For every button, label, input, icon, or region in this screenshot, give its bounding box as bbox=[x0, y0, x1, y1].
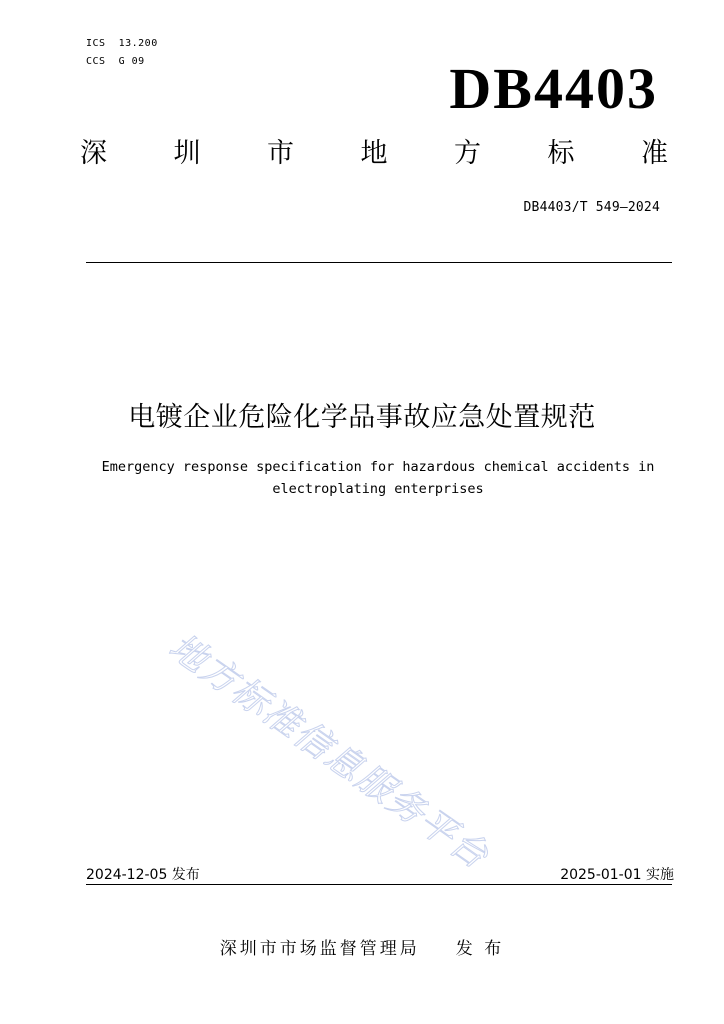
watermark: 地方标准信息服务平台 bbox=[161, 626, 497, 878]
standard-type-char: 方 bbox=[454, 138, 481, 169]
issue-date: 2024-12-05 发布 bbox=[86, 867, 200, 883]
standard-type-heading bbox=[80, 140, 668, 167]
standard-type-char: 标 bbox=[547, 138, 575, 169]
standard-number: DB4403/T 549—2024 bbox=[523, 200, 660, 215]
header-divider bbox=[86, 262, 672, 263]
standard-type-char: 地 bbox=[360, 138, 388, 169]
issuer-action: 发 布 bbox=[455, 939, 505, 959]
footer-divider bbox=[86, 884, 672, 885]
standard-type-char: 市 bbox=[267, 138, 294, 169]
implementation-date: 2025-01-01 实施 bbox=[560, 867, 674, 883]
ics-code: ICS 13.200 bbox=[86, 38, 158, 49]
issuer-name: 深圳市市场监督管理局 bbox=[219, 939, 420, 959]
document-title-chinese: 电镀企业危险化学品事故应急处置规范 bbox=[128, 402, 596, 433]
standard-type-char: 深 bbox=[80, 138, 107, 169]
standard-type-char: 圳 bbox=[173, 138, 201, 169]
standard-type-char: 准 bbox=[641, 138, 668, 169]
issuer-line bbox=[0, 934, 724, 959]
standard-logo: DB4403 bbox=[449, 56, 658, 121]
ccs-code: CCS G 09 bbox=[86, 56, 145, 67]
document-title-english: Emergency response specification for hazardous chemical accidents in electroplating enterprises bbox=[101, 459, 655, 497]
